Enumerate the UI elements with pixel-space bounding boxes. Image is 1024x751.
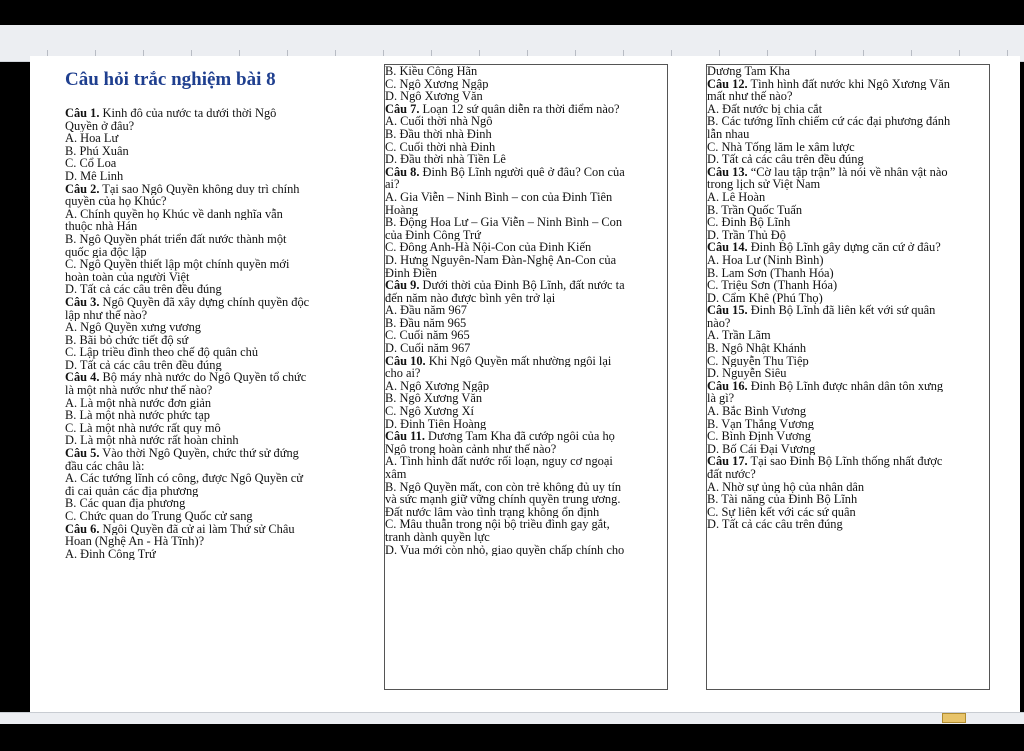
text-line: D. Tất cả các câu trên đều đúng [65,358,222,372]
text-line: C. Mâu thuẫn trong nội bộ triều đình gay gắt, [385,518,610,531]
text-line: B. Ngô Nhật Khánh [707,342,807,355]
text-line: nào? [707,316,731,330]
text-line: D. Trần Thủ Độ [707,228,786,242]
column-1 [64,64,370,690]
text-line: A. Nhờ sự ủng hộ của nhân dân [707,480,865,494]
text-line: C. Ngô Xương Xí [385,405,474,418]
text-line: cho ai? [385,367,421,380]
text-line: ai? [385,178,400,191]
text-line: đi cai quản các địa phương [65,484,199,498]
text-line: Câu 11. Dương Tam Kha đã cướp ngôi của họ [385,430,615,443]
text-line: Câu 2. Tại sao Ngô Quyền không duy trì chính [65,182,300,196]
text-line: là gì? [707,392,735,406]
text-line: C. Chức quan do Trung Quốc cử sang [65,510,253,523]
text-line: mất như thế nào? [707,90,793,103]
text-line: Câu 14. Đinh Bộ Lĩnh gây dựng căn cứ ở đâu? [707,241,941,254]
text-line: C. Triệu Sơn (Thanh Hóa) [707,279,838,292]
text-line: C. Đinh Bộ Lĩnh [707,216,791,229]
text-line: B. Bãi bỏ chức tiết độ sứ [65,333,189,347]
text-line: C. Đông Anh-Hà Nội-Con của Đinh Kiến [385,241,592,254]
column-2-lines [385,65,667,556]
column-1-lines [65,107,369,560]
column-3-lines [707,65,989,531]
text-line: B. Lam Sơn (Thanh Hóa) [707,266,834,280]
text-line: C. Cuối thời nhà Đinh [385,140,496,154]
text-line: quyền của họ Khúc? [65,195,167,208]
text-line: lẫn nhau [707,127,750,141]
text-line: A. Là một nhà nước đơn giản [65,396,212,410]
column-2 [384,64,668,690]
column-3 [706,64,990,690]
text-line: Quyền ở đâu? [65,119,135,133]
text-line: B. Các quan địa phương [65,497,186,510]
text-line: B. Các tướng lĩnh chiếm cứ các đại phương đánh [707,115,951,128]
text-line: đến năm nào được bình yên trở lại [385,291,556,305]
text-line: D. Là một nhà nước rất hoàn chỉnh [65,434,239,448]
text-line: A. Ngô Xương Ngập [385,379,490,393]
text-line: A. Lê Hoàn [707,190,766,204]
text-line: C. Bình Định Vương [707,430,811,443]
text-line: Câu 6. Ngôi Quyền đã cử ai làm Thứ sử Châu [65,522,295,536]
bottom-letterbox [0,724,1024,751]
text-line: B. Động Hoa Lư – Gia Viễn – Ninh Bình – Con [385,216,623,229]
text-line: Câu 3. Ngô Quyền đã xây dựng chính quyền độc [65,295,310,309]
top-letterbox [0,0,1024,25]
text-line: D. Hưng Nguyên-Nam Đàn-Nghệ An-Con của [385,253,617,267]
text-line: D. Mê Linh [65,169,124,183]
text-line: C. Nhà Tống lăm le xâm lược [707,140,855,154]
text-line: C. Sự liên kết với các sứ quân [707,505,856,519]
text-line: C. Nguyễn Thu Tiệp [707,354,809,368]
text-line: A. Chính quyền họ Khúc về danh nghĩa vẫn [65,207,283,221]
text-line: A. Các tướng lĩnh có công, được Ngô Quyền cử [65,472,303,485]
text-line: Câu 8. Đinh Bộ Lĩnh người quê ở đâu? Con của [385,165,625,179]
text-line: A. Đất nước bị chia cắt [707,102,823,116]
text-line: Câu 4. Bộ máy nhà nước do Ngô Quyền tổ chức [65,371,307,385]
document-title: Câu hỏi trắc nghiệm bài 8 [65,69,276,90]
text-line: Câu 1. Kinh đô của nước ta dưới thời Ngô [65,107,277,120]
text-line: Câu 13. “Cờ lau tập trận” là nói về nhân vật nào [707,165,948,179]
text-line: B. Phú Xuân [65,144,129,158]
text-line: A. Ngô Quyền xưng vương [65,321,201,334]
text-line: A. Gia Viễn – Ninh Bình – con của Đinh Tiên [385,190,613,204]
text-line: Dương Tam Kha [707,65,791,78]
text-line: Hoan (Nghệ An - Hà Tĩnh)? [65,535,205,548]
document-page [30,56,1020,716]
text-line: D. Cẩm Khê (Phú Thọ) [707,291,823,305]
text-line: Ngô trong hoàn cảnh như thế nào? [385,442,557,456]
text-line: D. Tất cả các câu trên đều đúng [707,153,864,166]
text-line: D. Bố Cái Đại Vương [707,442,816,456]
text-line: C. Cuối năm 965 [385,329,470,343]
text-line: Câu 9. Dưới thời của Đinh Bộ Lĩnh, đất nước ta [385,279,625,292]
text-line: B. Ngô Xương Văn [385,392,483,406]
text-line: C. Là một nhà nước rất quy mô [65,421,221,435]
text-line: C. Ngô Quyền thiết lập một chính quyền mới [65,258,290,271]
text-line: Câu 7. Loạn 12 sứ quân diễn ra thời điểm nào? [385,102,620,116]
text-line: quốc gia độc lập [65,245,147,259]
text-line: và sức mạnh giữ vững chính quyền trung ương. [385,493,621,506]
text-line: Câu 5. Vào thời Ngô Quyền, chức thứ sử đứng [65,447,299,460]
text-line: hoàn toàn của người Việt [65,270,190,284]
text-line: A. Đinh Công Trứ [65,547,156,561]
text-line: xâm [385,468,407,481]
text-line: B. Ngô Quyền mất, con còn trẻ không đủ uy tín [385,480,622,494]
text-line: B. Là một nhà nước phức tạp [65,409,210,422]
text-line: Câu 16. Đinh Bộ Lĩnh được nhân dân tôn xưng [707,379,944,393]
text-line: A. Trần Lãm [707,329,771,343]
text-line: D. Tất cả các câu trên đúng [707,518,843,531]
text-line: B. Trần Quốc Tuấn [707,203,803,217]
text-line: Đất nước lâm vào tình trạng không ổn định [385,505,600,519]
text-line: D. Cuối năm 967 [385,342,471,355]
text-line: tranh dành quyền lực [385,530,490,544]
text-line: D. Đinh Tiên Hoàng [385,417,487,431]
text-line: B. Kiều Công Hãn [385,65,478,78]
text-line: A. Tình hình đất nước rối loạn, nguy cơ ngoại [385,455,613,468]
text-line: là một nhà nước như thế nào? [65,384,213,397]
text-line: lập như thế nào? [65,308,148,322]
text-line: B. Ngô Quyền phát triển đất nước thành một [65,232,287,246]
text-line: thuộc nhà Hán [65,220,138,233]
text-line: Đinh Điền [385,266,437,280]
text-line: D. Ngô Xương Văn [385,90,483,103]
text-line: đầu các châu là: [65,459,145,473]
text-line: Hoàng [385,203,419,217]
text-line: C. Ngô Xương Ngập [385,77,489,91]
text-line: Câu 12. Tình hình đất nước khi Ngô Xương Văn [707,77,950,91]
text-line: C. Cổ Loa [65,157,117,170]
text-line: A. Cuối thời nhà Ngô [385,115,493,128]
text-line: đất nước? [707,468,756,481]
text-line: B. Đầu năm 965 [385,316,467,330]
text-line: Câu 15. Đinh Bộ Lĩnh đã liên kết với sứ quân [707,304,936,317]
scrollbar-thumb[interactable] [942,713,966,723]
text-line: A. Hoa Lư [65,132,119,145]
text-line: D. Tất cả các câu trên đều đúng [65,283,222,296]
text-line: B. Vạn Thắng Vương [707,417,814,431]
text-line: Câu 17. Tại sao Đinh Bộ Lĩnh thống nhất được [707,455,943,468]
text-line: A. Hoa Lư (Ninh Bình) [707,253,824,267]
text-line: A. Đầu năm 967 [385,304,467,317]
text-line: D. Nguyễn Siêu [707,367,787,380]
text-line: D. Đầu thời nhà Tiền Lê [385,153,506,166]
text-line: Câu 10. Khi Ngô Quyền mất nhường ngôi lại [385,354,612,368]
text-line: của Đinh Công Trứ [385,228,481,242]
text-line: D. Vua mới còn nhỏ, giao quyền chấp chính cho [385,543,625,557]
text-line: A. Bắc Bình Vương [707,405,807,418]
text-line: C. Lập triều đình theo chế độ quân chủ [65,346,259,359]
text-line: trong lịch sử Việt Nam [707,178,821,191]
text-line: B. Đầu thời nhà Đinh [385,127,492,141]
text-line: B. Tài năng của Đinh Bộ Lĩnh [707,493,858,506]
